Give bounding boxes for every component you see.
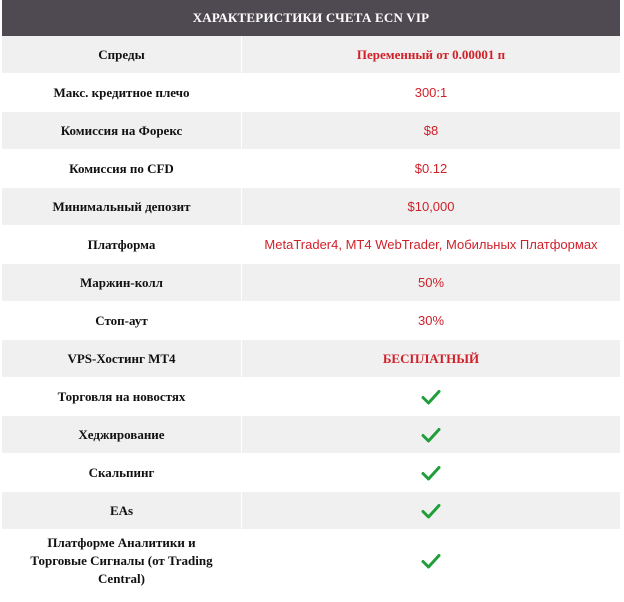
- table-row: [2, 188, 620, 226]
- row-value: $8: [423, 123, 439, 138]
- check-icon: [421, 503, 441, 519]
- row-label: Комиссия на Форекс: [2, 112, 242, 149]
- row-label: EAs: [2, 492, 242, 529]
- table-row: [2, 150, 620, 188]
- row-label: Маржин-колл: [2, 264, 242, 301]
- table-title: ХАРАКТЕРИСТИКИ СЧЕТА ECN VIP: [192, 10, 430, 25]
- row-value: 300:1: [414, 85, 448, 100]
- row-label: Макс. кредитное плечо: [2, 74, 242, 111]
- row-value: $0.12: [414, 161, 448, 176]
- row-label: Хеджирование: [2, 416, 242, 453]
- check-icon: [421, 553, 441, 569]
- row-value: [242, 378, 620, 415]
- row-value: [242, 416, 620, 453]
- row-label: Платформе Аналитики и Торговые Сигналы (от Trading Central): [2, 530, 242, 591]
- table-row: [2, 416, 620, 454]
- row-label: Комиссия по CFD: [2, 150, 242, 187]
- row-value: Переменный от 0.00001 п: [356, 46, 506, 62]
- row-value: БЕСПЛАТНЫЙ: [382, 350, 480, 366]
- check-icon: [421, 389, 441, 405]
- table-row: [2, 302, 620, 340]
- table-row: [2, 74, 620, 112]
- table-row: [2, 112, 620, 150]
- row-label: Спреды: [2, 36, 242, 73]
- table-row: [2, 36, 620, 74]
- row-value: MetaTrader4, MT4 WebTrader, Мобильных Платформах: [264, 237, 598, 252]
- account-spec-table: [2, 0, 620, 592]
- row-value: $10,000: [407, 199, 455, 214]
- row-value: 30%: [417, 313, 445, 328]
- row-label: VPS-Хостинг MT4: [2, 340, 242, 377]
- row-label: Стоп-аут: [2, 302, 242, 339]
- row-label: Торговля на новостях: [2, 378, 242, 415]
- row-value: [242, 492, 620, 529]
- table-row: [2, 454, 620, 492]
- row-label: Скальпинг: [2, 454, 242, 491]
- table-row: [2, 530, 620, 592]
- table-row: [2, 264, 620, 302]
- table-row: [2, 378, 620, 416]
- row-label: Минимальный депозит: [2, 188, 242, 225]
- check-icon: [421, 465, 441, 481]
- table-row: [2, 340, 620, 378]
- row-value: [242, 530, 620, 591]
- row-value: 50%: [417, 275, 445, 290]
- check-icon: [421, 427, 441, 443]
- row-label: Платформа: [2, 226, 242, 263]
- table-row: [2, 492, 620, 530]
- table-header: [2, 0, 620, 36]
- row-value: [242, 454, 620, 491]
- table-row: [2, 226, 620, 264]
